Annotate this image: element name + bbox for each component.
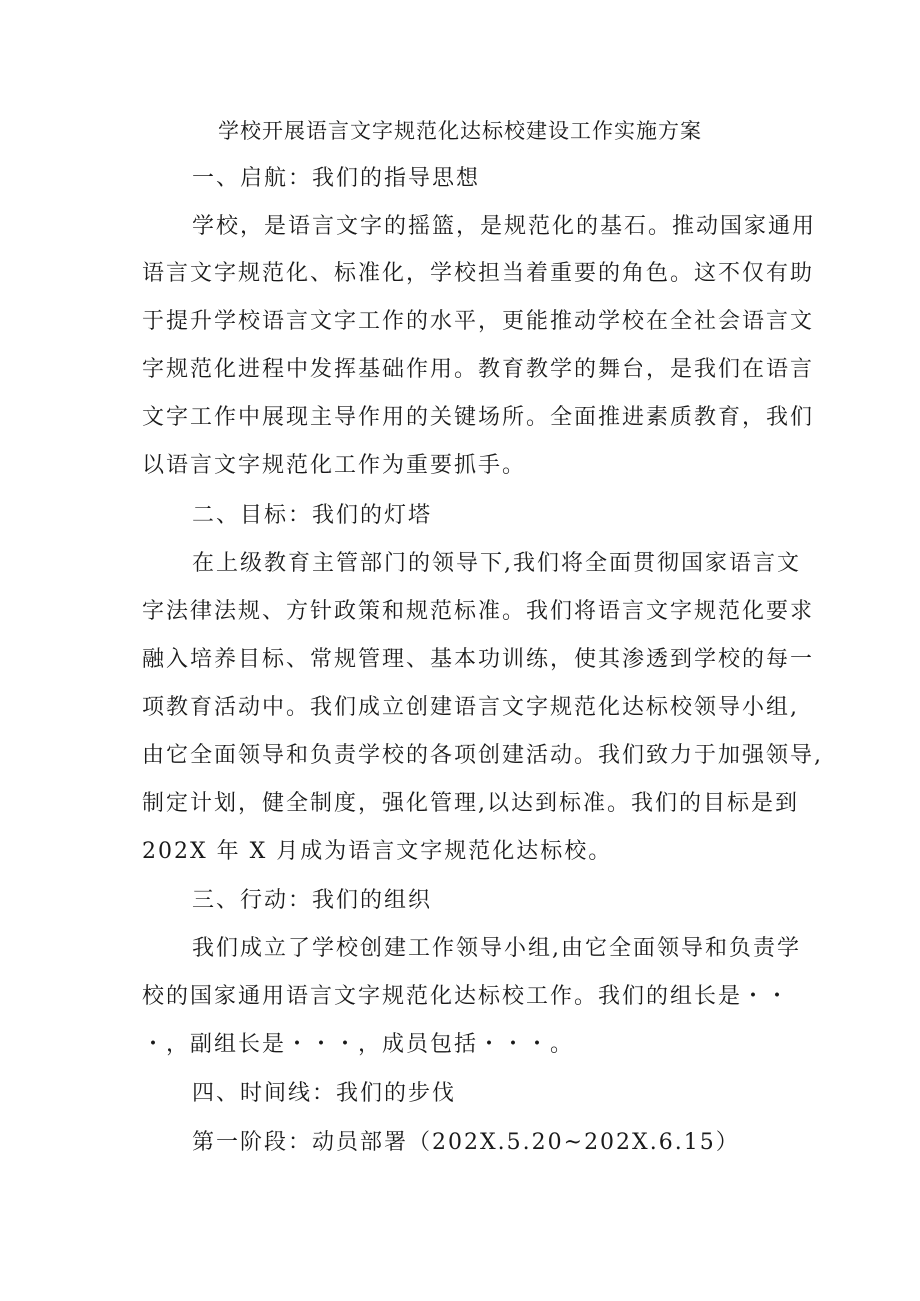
section-2-line: 在上级教育主管部门的领导下,我们将全面贯彻国家语言文 bbox=[192, 551, 801, 576]
section-2-line: 制定计划，健全制度，强化管理,以达到标准。我们的目标是到 bbox=[142, 791, 799, 816]
section-1-line: 文字工作中展现主导作用的关键场所。全面推进素质教育，我们 bbox=[142, 405, 815, 430]
section-3-line: 校的国家通用语言文字规范化达标校工作。我们的组长是・・ bbox=[142, 984, 791, 1009]
section-1-line: 于提升学校语言文字工作的水平，更能推动学校在全社会语言文 bbox=[142, 309, 815, 334]
section-2-line: 202X 年 X 月成为语言文字规范化达标校。 bbox=[142, 839, 613, 864]
section-3-line: 我们成立了学校创建工作领导小组,由它全面领导和负责学 bbox=[192, 936, 801, 961]
section-1-line: 学校，是语言文字的摇篮，是规范化的基石。推动国家通用 bbox=[192, 214, 817, 239]
section-1-line: 以语言文字规范化工作为重要抓手。 bbox=[142, 453, 527, 478]
section-3-line: ・，副组长是・・・，成员包括・・・。 bbox=[142, 1032, 575, 1057]
section-2-line: 由它全面领导和负责学校的各项创建活动。我们致力于加强领导, bbox=[142, 743, 823, 768]
document-title: 学校开展语言文字规范化达标校建设工作实施方案 bbox=[218, 119, 702, 143]
section-3-heading: 三、行动：我们的组织 bbox=[192, 888, 433, 913]
section-2-line: 项教育活动中。我们成立创建语言文字规范化达标校领导小组, bbox=[142, 695, 799, 720]
section-2-heading: 二、目标：我们的灯塔 bbox=[192, 503, 433, 528]
section-4-heading: 四、时间线：我们的步伐 bbox=[192, 1081, 457, 1106]
section-1-line: 语言文字规范化、标准化，学校担当着重要的角色。这不仅有助 bbox=[142, 261, 815, 286]
section-4-line: 第一阶段：动员部署（202X.5.20~202X.6.15） bbox=[192, 1130, 740, 1155]
section-1-line: 字规范化进程中发挥基础作用。教育教学的舞台，是我们在语言 bbox=[142, 357, 815, 382]
section-2-line: 字法律法规、方针政策和规范标准。我们将语言文字规范化要求 bbox=[142, 599, 815, 624]
section-1-heading: 一、启航：我们的指导思想 bbox=[192, 166, 481, 191]
section-2-line: 融入培养目标、常规管理、基本功训练，使其渗透到学校的每一 bbox=[142, 647, 815, 672]
